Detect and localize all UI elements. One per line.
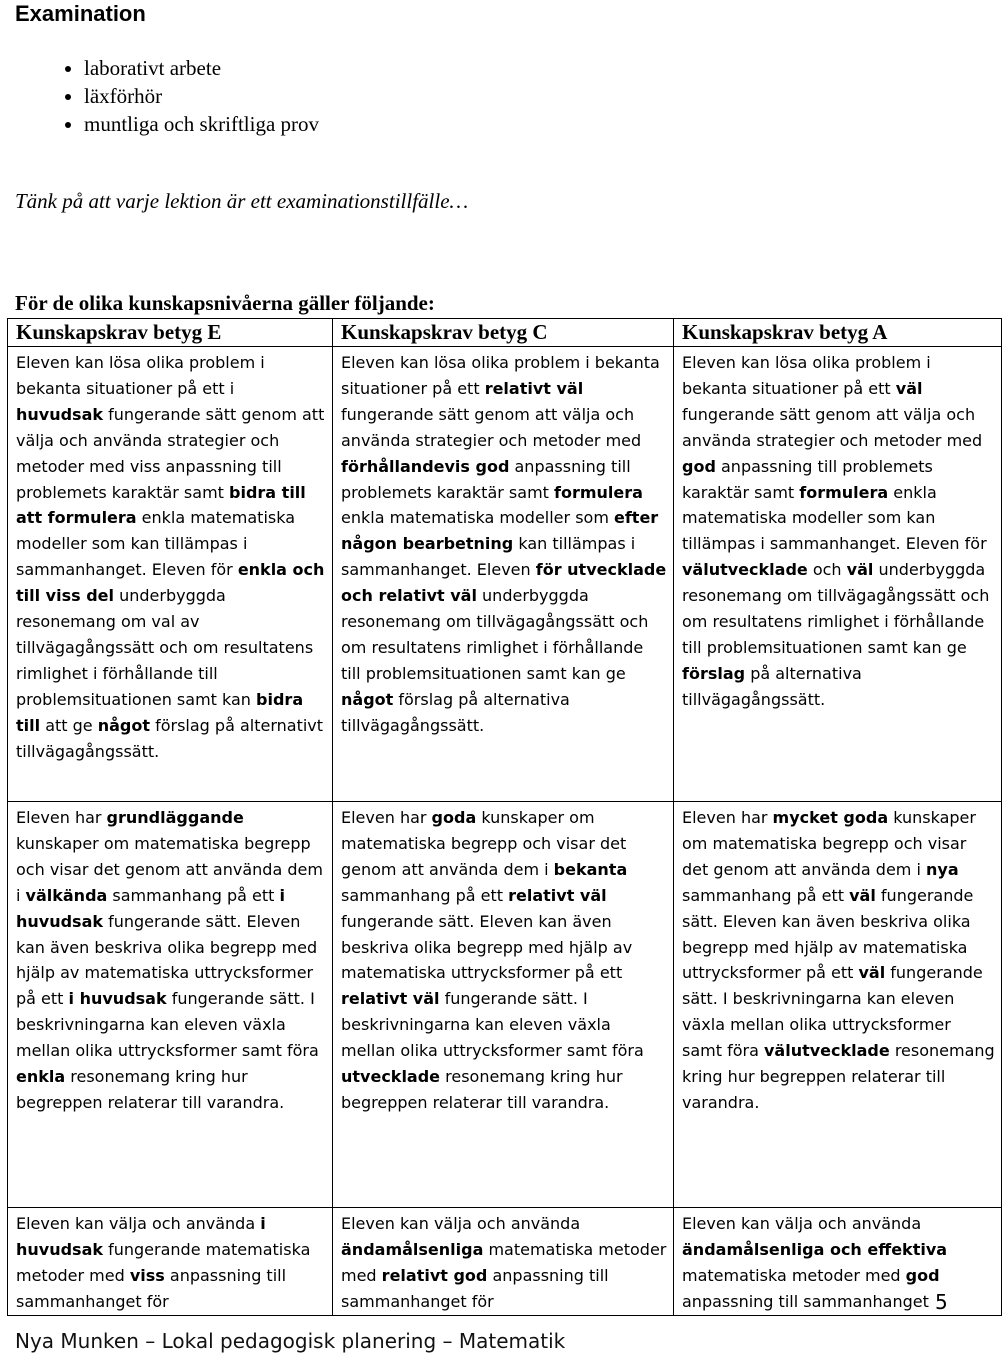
emphasis-text: god bbox=[682, 456, 716, 476]
cell-text: Eleven har goda kunskaper om matematiska begrepp och visar det genom att använda dem i bekanta sammanhang på ett relativt väl fungerande sätt. Eleven kan även beskriva olika begrepp med hjälp av matematiska uttrycksformer på ett relativt väl fungerande sätt. I beskrivningarna kan eleven växla mellan olika uttrycksformer samt föra utvecklade resonemang kring hur begreppen relaterar till varandra. bbox=[341, 808, 644, 1112]
emphasis-text: välutvecklade bbox=[763, 1041, 890, 1061]
cell-text: Eleven har mycket goda kunskaper om matematiska begrepp och visar det genom att använda dem i nya sammanhang på ett väl fungerande sätt. Eleven kan även beskriva olika begrepp med hjälp av matematiska uttrycksformer på ett väl fungerande sätt. I beskrivningarna kan eleven växla mellan olika uttrycksformer samt föra välutvecklade resonemang kring hur begreppen relaterar till varandra. bbox=[682, 808, 995, 1112]
emphasis-text: efter någon bearbetning bbox=[341, 508, 659, 554]
table-cell bbox=[333, 802, 674, 1208]
emphasis-text: goda bbox=[431, 808, 477, 827]
emphasis-text: något bbox=[341, 689, 394, 709]
cell-text: Eleven har grundläggande kunskaper om matematiska begrepp och visar det genom att använda dem i välkända sammanhang på ett i huvudsak fungerande sätt. Eleven kan även beskriva olika begrepp med hjälp av matematiska uttrycksformer på ett i huvudsak fungerande sätt. I beskrivningarna kan eleven växla mellan olika uttrycksformer samt föra enkla resonemang kring hur begreppen relaterar till varandra. bbox=[16, 808, 323, 1112]
list-item: • läxförhör bbox=[84, 82, 319, 110]
header-grade-e: Kunskapskrav betyg E bbox=[8, 319, 333, 347]
table-row bbox=[8, 1208, 1002, 1316]
header-grade-a: Kunskapskrav betyg A bbox=[674, 319, 1002, 347]
emphasis-text: relativt väl bbox=[484, 378, 584, 398]
emphasis-text: i huvudsak bbox=[16, 1214, 266, 1259]
emphasis-text: grundläggande bbox=[106, 808, 244, 827]
emphasis-text: väl bbox=[858, 963, 886, 983]
emphasis-text: i huvudsak bbox=[16, 885, 286, 931]
emphasis-text: något bbox=[97, 715, 150, 735]
cell-text: Eleven kan välja och använda i huvudsak fungerande matematiska metoder med viss anpassning till sammanhanget för bbox=[16, 1214, 311, 1311]
cell-text: Eleven kan välja och använda ändamålsenliga matematiska metoder med relativt god anpassning till sammanhanget för bbox=[341, 1214, 667, 1311]
table-cell bbox=[8, 347, 333, 802]
emphasis-text: relativt god bbox=[381, 1265, 488, 1285]
emphasis-text: utvecklade bbox=[341, 1067, 441, 1087]
table-header-row bbox=[8, 319, 1002, 347]
table-cell bbox=[674, 802, 1002, 1208]
page-footer: Nya Munken – Lokal pedagogisk planering – Matematik bbox=[15, 1329, 566, 1353]
emphasis-text: i huvudsak bbox=[68, 989, 167, 1009]
emphasis-text: väl bbox=[849, 885, 876, 905]
emphasis-text: formulera bbox=[799, 482, 889, 502]
emphasis-text: bidra till att formulera bbox=[16, 482, 306, 528]
emphasis-text: bidra till bbox=[16, 689, 304, 735]
cell-text: Eleven kan lösa olika problem i bekanta situationer på ett i huvudsak fungerande sätt genom att välja och använda strategier och metoder med viss anpassning till problemets karaktär samt bidra till att formulera enkla matematiska modeller som kan tillämpas i sammanhanget. Eleven för enkla och till viss del underbyggda resonemang om val av tillvägagångssätt och om resultatens rimlighet i förhållande till problemsituationen samt kan bidra till att ge något förslag på alternativt tillvägagångssätt. bbox=[16, 353, 325, 761]
table-cell bbox=[333, 347, 674, 802]
page-number: 5 bbox=[935, 1290, 948, 1314]
emphasis-text: formulera bbox=[554, 482, 643, 502]
table-cell bbox=[333, 1208, 674, 1316]
emphasis-text: väl bbox=[895, 378, 923, 398]
table-row bbox=[8, 347, 1002, 802]
emphasis-text: relativt väl bbox=[341, 989, 440, 1009]
emphasis-text: välutvecklade bbox=[682, 560, 808, 580]
table-subheading: För de olika kunskapsnivåerna gäller följande: bbox=[15, 291, 435, 315]
cell-text: Eleven kan välja och använda ändamålsenliga och effektiva matematiska metoder med god anpassning till sammanhanget bbox=[682, 1214, 948, 1311]
intro-text: Tänk på att varje lektion är ett examinationstillfälle… bbox=[15, 189, 469, 213]
emphasis-text: ändamålsenliga bbox=[341, 1239, 484, 1259]
emphasis-text: ändamålsenliga och effektiva bbox=[682, 1239, 948, 1259]
list-item: • muntliga och skriftliga prov bbox=[84, 110, 319, 138]
table-cell bbox=[8, 802, 333, 1208]
emphasis-text: enkla och till viss del bbox=[16, 560, 325, 606]
list-item: • laborativt arbete bbox=[84, 54, 319, 82]
table-cell bbox=[674, 1208, 1002, 1316]
table-cell bbox=[8, 1208, 333, 1316]
emphasis-text: välkända bbox=[25, 885, 108, 905]
emphasis-text: förhållandevis god bbox=[341, 456, 510, 476]
table-cell bbox=[674, 347, 1002, 802]
table-row bbox=[8, 802, 1002, 1208]
emphasis-text: nya bbox=[926, 859, 959, 879]
emphasis-text: bekanta bbox=[553, 859, 628, 879]
emphasis-text: enkla bbox=[16, 1067, 66, 1087]
emphasis-text: huvudsak bbox=[16, 404, 104, 424]
section-heading: Examination bbox=[15, 1, 146, 26]
criteria-table bbox=[7, 318, 1002, 1316]
cell-text: Eleven kan lösa olika problem i bekanta situationer på ett relativt väl fungerande sätt genom att välja och använda strategier och metoder med förhållandevis god anpassning till problemets karaktär samt formulera enkla matematiska modeller som efter någon bearbetning kan tillämpas i sammanhanget. Eleven för utvecklade och relativt väl underbyggda resonemang om tillvägagångssätt och om resultatens rimlighet i förhållande till problemsituationen samt kan ge något förslag på alternativa tillvägagångssätt. bbox=[341, 353, 667, 735]
emphasis-text: väl bbox=[846, 560, 874, 580]
emphasis-text: förslag bbox=[682, 663, 746, 683]
emphasis-text: mycket goda bbox=[772, 808, 889, 827]
examination-list bbox=[44, 54, 319, 138]
emphasis-text: god bbox=[905, 1265, 940, 1285]
emphasis-text: viss bbox=[129, 1265, 165, 1285]
emphasis-text: relativt väl bbox=[508, 885, 607, 905]
header-grade-c: Kunskapskrav betyg C bbox=[333, 319, 674, 347]
cell-text: Eleven kan lösa olika problem i bekanta situationer på ett väl fungerande sätt genom att välja och använda strategier och metoder med god anpassning till problemets karaktär samt formulera enkla matematiska modeller som kan tillämpas i sammanhanget. Eleven för välutvecklade och väl underbyggda resonemang om tillvägagångssätt och om resultatens rimlighet i förhållande till problemsituationen samt kan ge förslag på alternativa tillvägagångssätt. bbox=[682, 353, 990, 709]
emphasis-text: för utvecklade och relativt väl bbox=[341, 560, 667, 606]
